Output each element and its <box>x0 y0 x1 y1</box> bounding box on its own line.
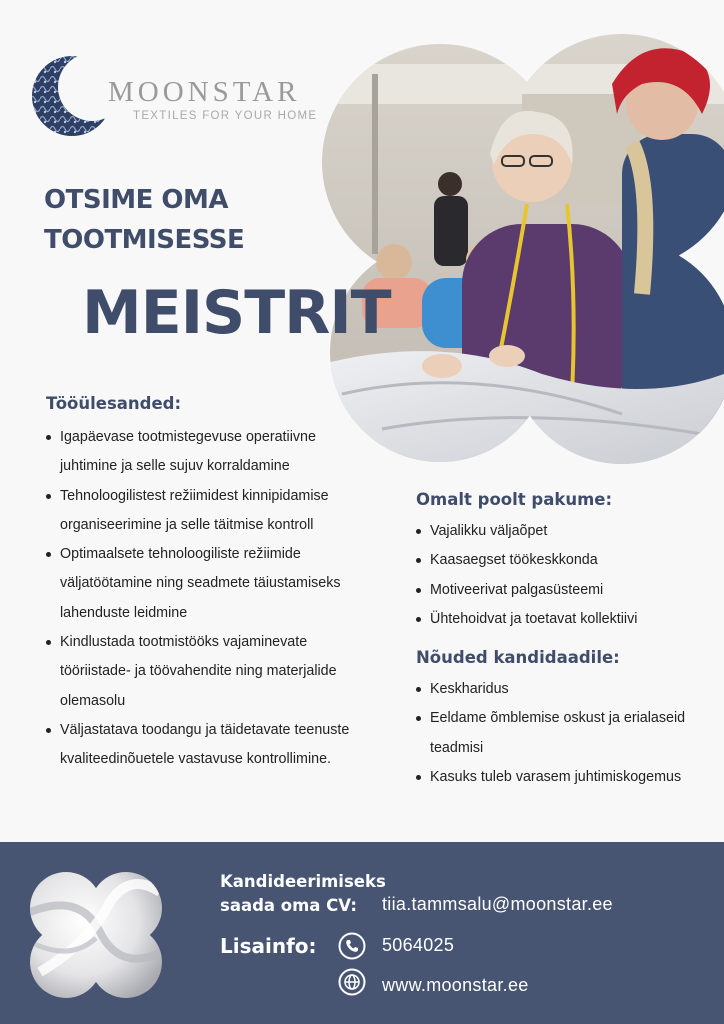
contact-email[interactable]: tiia.tammsalu@moonstar.ee <box>382 894 613 914</box>
list-item: Keskharidus <box>416 675 716 704</box>
offer-title: Omalt poolt pakume: <box>416 490 613 509</box>
info-label: Lisainfo: <box>220 934 317 958</box>
company-logo <box>30 52 320 142</box>
apply-instruction <box>220 870 386 918</box>
headline-line-2: TOOTMISESSE <box>44 225 245 255</box>
requirements-list <box>416 675 716 792</box>
offer-list <box>416 517 716 634</box>
website-link[interactable]: www.moonstar.ee <box>382 975 529 995</box>
headline-line-1: OTSIME OMA <box>44 185 229 215</box>
brand-tagline: TEXTILES FOR YOUR HOME <box>133 110 318 122</box>
list-item: Tehnoloogilistest režiimidest kinnipidamise organiseerimine ja selle täitmise kontroll <box>46 482 376 541</box>
list-item: Vajalikku väljaõpet <box>416 517 716 546</box>
tasks-section <box>46 394 376 775</box>
globe-icon <box>338 968 366 996</box>
tasks-title: Tööülesanded: <box>46 394 182 413</box>
headline-position: MEISTRIT <box>82 278 391 348</box>
workshop-photo <box>322 34 724 466</box>
requirements-title: Nõuded kandidaadile: <box>416 648 620 668</box>
list-item: Optimaalsete tehnoloogiliste režiimide väljatöötamine ning seadmete täiustamiseks lahenduste leidmine <box>46 540 376 628</box>
list-item: Igapäevase tootmistegevuse operatiivne juhtimine ja selle sujuv korraldamine <box>46 423 376 482</box>
brand-name: MOONSTAR <box>108 76 301 108</box>
contact-footer <box>0 842 724 1024</box>
headline <box>44 180 334 260</box>
list-item: Motiveerivat palgasüsteemi <box>416 576 716 605</box>
list-item: Ühtehoidvat ja toetavat kollektiivi <box>416 605 716 634</box>
list-item: Kaasaegset töökeskkonda <box>416 546 716 575</box>
list-item: Eeldame õmblemise oskust ja erialaseid teadmisi <box>416 704 716 763</box>
cta-line-2: saada oma CV: <box>220 896 357 915</box>
list-item: Kindlustada tootmistööks vajaminevate tööriistade- ja töövahendite ning materjalide olemasolu <box>46 628 376 716</box>
tasks-list <box>46 423 376 775</box>
contact-phone[interactable]: 5064025 <box>382 935 455 955</box>
benefits-section <box>416 490 716 792</box>
list-item: Kasuks tuleb varasem juhtimiskogemus <box>416 763 716 792</box>
fabric-image <box>30 872 162 998</box>
list-item: Väljastatava toodangu ja täidetavate teenuste kvaliteedinõuetele vastavuse kontrollimine. <box>46 716 376 775</box>
cta-line-1: Kandideerimiseks <box>220 872 386 891</box>
crescent-moon-icon <box>30 54 114 138</box>
phone-icon <box>338 932 366 960</box>
